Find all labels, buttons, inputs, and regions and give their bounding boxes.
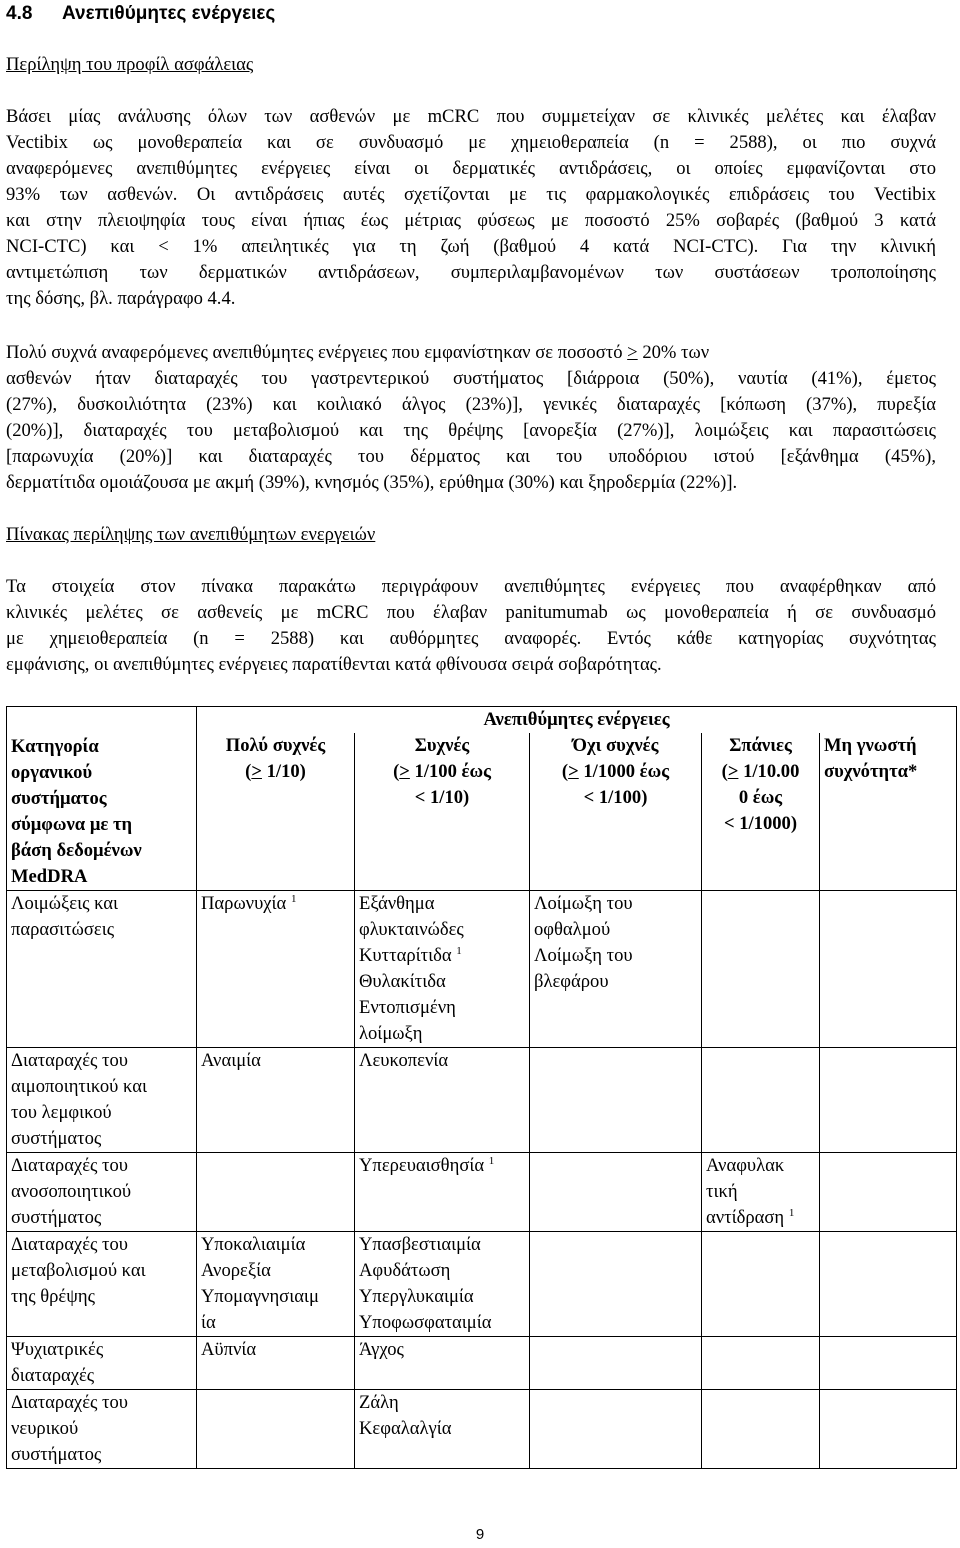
safety-summary-paragraph (6, 104, 936, 312)
adverse-reactions-group-header: Ανεπιθύμητες ενέργειες (197, 707, 957, 734)
common-cell: Υπασβεστιαιμία Αφυδάτωση Υπεργλυκαιμία Υποφωσφαταιμία (355, 1232, 530, 1337)
common-cell: Εξάνθημα φλυκταινώδες Κυτταρίτιδα $^1$ Θυλακίτιδα Εντοπισμένη λοίμωξη (355, 891, 530, 1048)
common-cell: Ζάλη Κεφαλαλγία (355, 1390, 530, 1469)
greater-equal-symbol: > (568, 761, 579, 782)
text-line: αναφερόμενες ανεπιθύμητες ενέργειες είναι οι δερματικές αντιδράσεις, οι οποίες εμφανίζονται στο (6, 158, 936, 179)
common-cell: Άγχος (355, 1337, 530, 1390)
soc-cell: Διαταραχές του ανοσοποιητικού συστήματος (7, 1153, 197, 1232)
unknown-cell (820, 1390, 957, 1469)
uncommon-cell (530, 1153, 702, 1232)
very-common-cell: Παρωνυχία $^1$ (197, 891, 355, 1048)
text-line: Βάσει μίας ανάλυσης όλων των ασθενών με mCRC που συμμετείχαν σε κλινικές μελέτες και έλαβαν (6, 106, 936, 127)
table-group-header-row (7, 707, 957, 734)
very-common-cell (197, 1390, 355, 1469)
section-number: 4.8 (6, 3, 33, 24)
greater-equal-symbol: > (727, 761, 739, 782)
text-line: της δόσης, βλ. παράγραφο 4.4. (6, 288, 236, 309)
uncommon-header: Όχι συχνές (> 1/1000 έως < 1/100) (530, 733, 702, 891)
unknown-frequency-header: Μη γνωστή συχνότητα* (820, 733, 957, 891)
greater-equal-symbol: > (627, 342, 638, 363)
text-line: ασθενών ήταν διαταραχές του γαστρεντερικού συστήματος [διάρροια (50%), ναυτία (41%), έμετος (6, 368, 936, 389)
soc-header-cell: Κατηγορία οργανικού συστήματος σύμφωνα με τη βάση δεδομένων MedDRA (7, 707, 197, 891)
unknown-cell (820, 1153, 957, 1232)
text-line: [παρωνυχία (20%)] και διαταραχές του δέρματος και του υποδόριου ιστού [εξάνθημα (45%), (6, 446, 936, 467)
footnote-marker: 1 (456, 944, 462, 957)
common-cell: Λευκοπενία (355, 1048, 530, 1153)
footnote-marker: 1 (788, 1206, 795, 1219)
rare-cell (702, 1232, 820, 1337)
text-line: και στην πλειοψηφία τους είναι ήπιας έως μέτριας φύσεως με ποσοστό 25% σοβαρές (βαθμού 3 κατά (6, 210, 936, 231)
unknown-cell (820, 891, 957, 1048)
soc-cell: Λοιμώξεις και παρασιτώσεις (7, 891, 197, 1048)
table-summary-title: Πίνακας περίληψης των ανεπιθύμητων ενεργειών (6, 524, 376, 545)
text-line: Πολύ συχνά αναφερόμενες ανεπιθύμητες ενέργειες που εμφανίστηκαν σε ποσοστό > 20% των (6, 342, 710, 363)
text-line: (27%), δυσκοιλιότητα (23%) και κοιλιακό άλγος (23%)], γενικές διαταραχές [κόπωση (37%), πυρεξία (6, 394, 936, 415)
table-row (7, 1337, 957, 1390)
rare-cell (702, 1048, 820, 1153)
rare-header: Σπάνιες (> 1/10.00 0 έως < 1/1000) (702, 733, 820, 891)
rare-cell (702, 891, 820, 1048)
table-row (7, 1232, 957, 1337)
page-number: 9 (475, 1526, 485, 1543)
unknown-cell (820, 1337, 957, 1390)
unknown-cell (820, 1048, 957, 1153)
table-row (7, 1153, 957, 1232)
rare-cell (702, 1390, 820, 1469)
soc-cell: Διαταραχές του αιμοποιητικού και του λεμφικού συστήματος (7, 1048, 197, 1153)
very-common-cell: Αϋπνία (197, 1337, 355, 1390)
common-cell: Υπερευαισθησία $^1$ (355, 1153, 530, 1232)
table-row (7, 1390, 957, 1469)
very-common-cell: Υποκαλιαιμία Ανορεξία Υπομαγνησιαιμ ία (197, 1232, 355, 1337)
table-row (7, 1048, 957, 1153)
uncommon-cell (530, 1048, 702, 1153)
uncommon-cell (530, 1337, 702, 1390)
unknown-cell (820, 1232, 957, 1337)
very-common-header: Πολύ συχνές (> 1/10) (197, 733, 355, 891)
text-line: αντιμετώπιση των δερματικών αντιδράσεων, συμπεριλαμβανομένων των συστάσεων τροποποίησης (6, 262, 936, 283)
soc-cell: Διαταραχές του νευρικού συστήματος (7, 1390, 197, 1469)
soc-cell: Διαταραχές του μεταβολισμού και της θρέψης (7, 1232, 197, 1337)
text-line: Τα στοιχεία στον πίνακα παρακάτω περιγράφουν ανεπιθύμητες ενέργειες που αναφέρθηκαν από (6, 576, 936, 597)
rare-cell: Αναφυλακ τική αντίδραση $^1$ (702, 1153, 820, 1232)
uncommon-cell (530, 1390, 702, 1469)
section-heading (6, 0, 275, 28)
text-line: NCI-CTC) και < 1% απειλητικές για τη ζωή (βαθμού 4 κατά NCI-CTC). Για την κλινική (6, 236, 936, 257)
uncommon-cell: Λοίμωξη του οφθαλμού Λοίμωξη του βλεφάρου (530, 891, 702, 1048)
text-line: δερματίτιδα ομοιάζουσα με ακμή (39%), κνησμός (35%), ερύθημα (30%) και ξηροδερμία (22%)]. (6, 472, 738, 493)
text-line: 93% των ασθενών. Οι αντιδράσεις αυτές σχετίζονται με τις φαρμακολογικές επιδράσεις του Vectibix (6, 184, 936, 205)
footnote-marker: 1 (290, 892, 297, 905)
section-title: Ανεπιθύμητες ενέργειες (62, 3, 276, 24)
uncommon-cell (530, 1232, 702, 1337)
adverse-reactions-table (6, 706, 957, 1469)
table-summary-paragraph (6, 574, 936, 678)
text-line: Vectibix ως μονοθεραπεία και σε συνδυασμό με χημειοθεραπεία (n = 2588), οι πιο συχνά (6, 132, 936, 153)
common-header: Συχνές (> 1/100 έως < 1/10) (355, 733, 530, 891)
safety-summary-title: Περίληψη του προφίλ ασφάλειας (6, 54, 254, 75)
text-line: κλινικές μελέτες σε ασθενείς με mCRC που έλαβαν panitumumab ως μονοθεραπεία ή σε συνδυασμό (6, 602, 936, 623)
greater-equal-symbol: > (251, 761, 262, 782)
table-row (7, 891, 957, 1048)
very-common-cell (197, 1153, 355, 1232)
text-line: με χημειοθεραπεία (n = 2588) και αυθόρμητες αναφορές. Εντός κάθε κατηγορίας συχνότητας (6, 628, 936, 649)
rare-cell (702, 1337, 820, 1390)
very-common-ae-paragraph (6, 340, 936, 496)
text-line: (20%)], διαταραχές του μεταβολισμού και της θρέψης [ανορεξία (27%)], λοιμώξεις και παρασιτώσεις (6, 420, 936, 441)
text-line: εμφάνισης, οι ανεπιθύμητες ενέργειες παρατίθενται κατά φθίνουσα σειρά σοβαρότητας. (6, 654, 662, 675)
greater-equal-symbol: > (399, 761, 410, 782)
footnote-marker: 1 (488, 1154, 495, 1167)
very-common-cell: Αναιμία (197, 1048, 355, 1153)
soc-cell: Ψυχιατρικές διαταραχές (7, 1337, 197, 1390)
